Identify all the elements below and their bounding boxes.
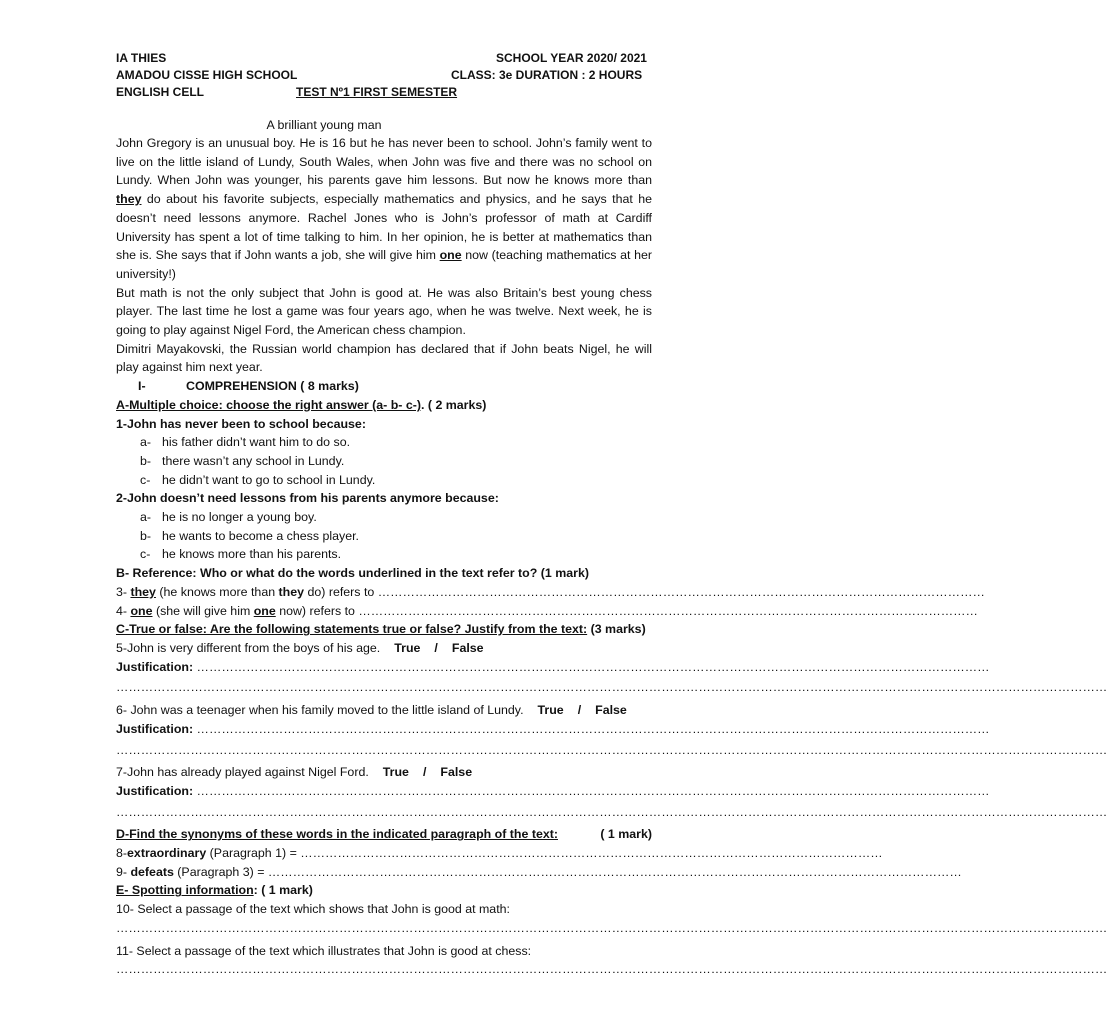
option-letter: c- <box>140 547 151 562</box>
q1-option-a <box>140 433 652 452</box>
underlined-one: one <box>439 248 462 263</box>
part-d-heading <box>116 825 652 844</box>
question-11: 11- Select a passage of the text which illustrates that John is good at chess: <box>116 943 532 958</box>
question-2: 2-John doesn’t need lessons from his parents anymore because: <box>116 491 499 506</box>
q1-option-c <box>140 471 652 490</box>
q4-word: one <box>130 603 153 618</box>
part-e-marks: : ( 1 mark) <box>253 883 313 898</box>
q4-answer-line[interactable]: now) refers to …………………………………………………………………………………………………………………………………… <box>275 603 978 618</box>
q2-option-c <box>140 545 652 564</box>
test-title: TEST Nº1 FIRST SEMESTER <box>296 85 458 99</box>
part-a-marks: . ( 2 marks) <box>420 397 487 412</box>
q5-extra-line[interactable]: …………………………………………………………………………………………………………………………………………………………………………………………………………………… <box>116 680 1107 695</box>
header-row-2 <box>116 67 652 84</box>
section-number: I- <box>138 379 146 394</box>
option-letter: a- <box>140 510 152 525</box>
p1-part-c: now (teaching mathematics at her university!) <box>116 248 652 281</box>
q6-statement: 6- John was a teenager when his family moved to the little island of Lundy. <box>116 703 524 718</box>
paragraph-2: But math is not the only subject that John is good at. He was also Britain’s best young chess player. The last time he lost a game was four years ago, when he was twelve. Next week, he is going to play against Nigel Ford, the American chess champion. <box>116 285 652 338</box>
part-c-heading <box>116 620 652 639</box>
part-c-marks: (3 marks) <box>587 622 646 637</box>
question-7 <box>116 763 652 782</box>
slash: / <box>422 765 427 780</box>
question-9 <box>116 863 962 882</box>
p1-part-a: John Gregory is an unusual boy. He is 16 but he has never been to school. John’s family went to live on the little island of Lundy, South Wales, when John was five and there was no school on Lundy. When John was younger, his parents gave him lessons. But now he knows more than <box>116 136 652 188</box>
part-d-marks: ( 1 mark) <box>600 827 652 842</box>
option-letter: b- <box>140 453 152 468</box>
part-d-title: D-Find the synonyms of these words in the indicated paragraph of the text: <box>116 827 558 842</box>
q5-statement: 5-John is very different from the boys of his age. <box>116 640 381 655</box>
false-option[interactable]: False <box>440 765 473 780</box>
part-b-heading: B- Reference: Who or what do the words underlined in the text refer to? (1 mark) <box>116 566 589 581</box>
english-cell: ENGLISH CELL <box>116 85 205 99</box>
q9-answer-line[interactable]: (Paragraph 3) = …………………………………………………………………………………………………………………………………………………… <box>173 864 962 879</box>
worksheet-page <box>116 50 1107 979</box>
part-e-heading <box>116 881 652 900</box>
q7-statement: 7-John has already played against Nigel Ford. <box>116 765 369 780</box>
q9-word: defeats <box>130 864 174 879</box>
q7-justification <box>116 782 990 801</box>
school-name: AMADOU CISSE HIGH SCHOOL <box>116 68 298 82</box>
true-option[interactable]: True <box>394 640 421 655</box>
true-option[interactable]: True <box>537 703 564 718</box>
p1-part-b: do about his favorite subjects, especially mathematics and physics, and he says that he doesn’t need lessons anymore. Rachel Jones who is John’s professor of math at Cardiff University has spent a lot of time talking to him. In her opinion, he is better at mathematics than she is. She says that if John wants a job, she will give him <box>116 192 652 263</box>
q3-word: they <box>130 584 156 599</box>
justification-line[interactable]: ………………………………………………………………………………………………………………………………………………………………………… <box>193 659 990 674</box>
q2-option-a <box>140 508 652 527</box>
class-duration: CLASS: 3e DURATION : 2 HOURS <box>451 68 643 82</box>
part-c-title: C-True or false: Are the following statements true or false? Justify from the text: <box>116 622 588 637</box>
option-text: he wants to become a chess player. <box>162 528 359 543</box>
q10-answer-line[interactable]: …………………………………………………………………………………………………………………………………………………………………………………………………………………… <box>116 920 1107 935</box>
q4-number: 4- <box>116 603 131 618</box>
justification-line[interactable]: ………………………………………………………………………………………………………………………………………………………………………… <box>193 721 990 736</box>
q5-justification <box>116 658 990 677</box>
q3-answer-line[interactable]: do) refers to ………………………………………………………………………………………………………………………………… <box>304 584 985 599</box>
part-e-title: E- Spotting information <box>116 883 254 898</box>
option-letter: b- <box>140 528 152 543</box>
justification-label: Justification: <box>116 721 194 736</box>
q5-true-false[interactable] <box>394 641 483 655</box>
option-text: his father didn’t want him to do so. <box>162 435 351 450</box>
slash: / <box>577 703 582 718</box>
q8-number: 8- <box>116 846 128 861</box>
paragraph-3: Dimitri Mayakovski, the Russian world champion has declared that if John beats Nigel, he will play against him next year. <box>116 341 652 375</box>
text-title: A brilliant young man <box>266 118 382 132</box>
paragraph-1 <box>116 134 652 284</box>
school-short: IA THIES <box>116 51 167 65</box>
true-option[interactable]: True <box>382 765 409 780</box>
question-3 <box>116 583 985 602</box>
q8-answer-line[interactable]: (Paragraph 1) = …………………………………………………………………………………………………………………………… <box>206 846 883 861</box>
option-letter: c- <box>140 472 151 487</box>
q7-extra-line[interactable]: …………………………………………………………………………………………………………………………………………………………………………………………………………………… <box>116 804 1107 819</box>
option-text: he knows more than his parents. <box>162 547 342 562</box>
q6-true-false[interactable] <box>538 703 627 717</box>
q6-extra-line[interactable]: …………………………………………………………………………………………………………………………………………………………………………………………………………………… <box>116 742 1107 757</box>
justification-label: Justification: <box>116 659 194 674</box>
option-text: he didn’t want to go to school in Lundy. <box>162 472 376 487</box>
section-comprehension <box>138 377 652 396</box>
q9-number: 9- <box>116 864 131 879</box>
option-text: there wasn’t any school in Lundy. <box>162 453 345 468</box>
q7-true-false[interactable] <box>383 765 472 779</box>
q6-justification <box>116 720 990 739</box>
part-a-heading <box>116 396 652 415</box>
question-8 <box>116 844 883 863</box>
false-option[interactable]: False <box>451 640 484 655</box>
justification-line[interactable]: ………………………………………………………………………………………………………………………………………………………………………… <box>193 783 990 798</box>
q8-word: extraordinary <box>127 846 207 861</box>
q2-option-b <box>140 527 652 546</box>
option-letter: a- <box>140 435 152 450</box>
header-row-1 <box>116 50 652 67</box>
q4-word-repeat: one <box>253 603 276 618</box>
q11-answer-line[interactable]: …………………………………………………………………………………………………………………………………………………………………………………………………………………… <box>116 962 1107 977</box>
school-year: SCHOOL YEAR 2020/ 2021 <box>496 51 647 65</box>
part-a-title: A-Multiple choice: choose the right answer (a- b- c-) <box>116 397 421 412</box>
q1-option-b <box>140 452 652 471</box>
question-10: 10- Select a passage of the text which shows that John is good at math: <box>116 902 510 917</box>
header-row-3 <box>116 84 652 101</box>
underlined-they: they <box>116 192 142 207</box>
question-4 <box>116 602 978 621</box>
q3-word-repeat: they <box>278 584 305 599</box>
section-title: COMPREHENSION ( 8 marks) <box>186 379 359 394</box>
question-1: 1-John has never been to school because: <box>116 416 366 431</box>
question-6 <box>116 701 652 720</box>
slash: / <box>434 640 438 655</box>
false-option[interactable]: False <box>595 703 627 718</box>
q4-context: (she will give him <box>152 603 254 618</box>
question-5 <box>116 639 652 658</box>
justification-label: Justification: <box>116 783 194 798</box>
q3-context: (he knows more than <box>155 584 279 599</box>
q3-number: 3- <box>116 584 131 599</box>
option-text: he is no longer a young boy. <box>162 510 317 525</box>
